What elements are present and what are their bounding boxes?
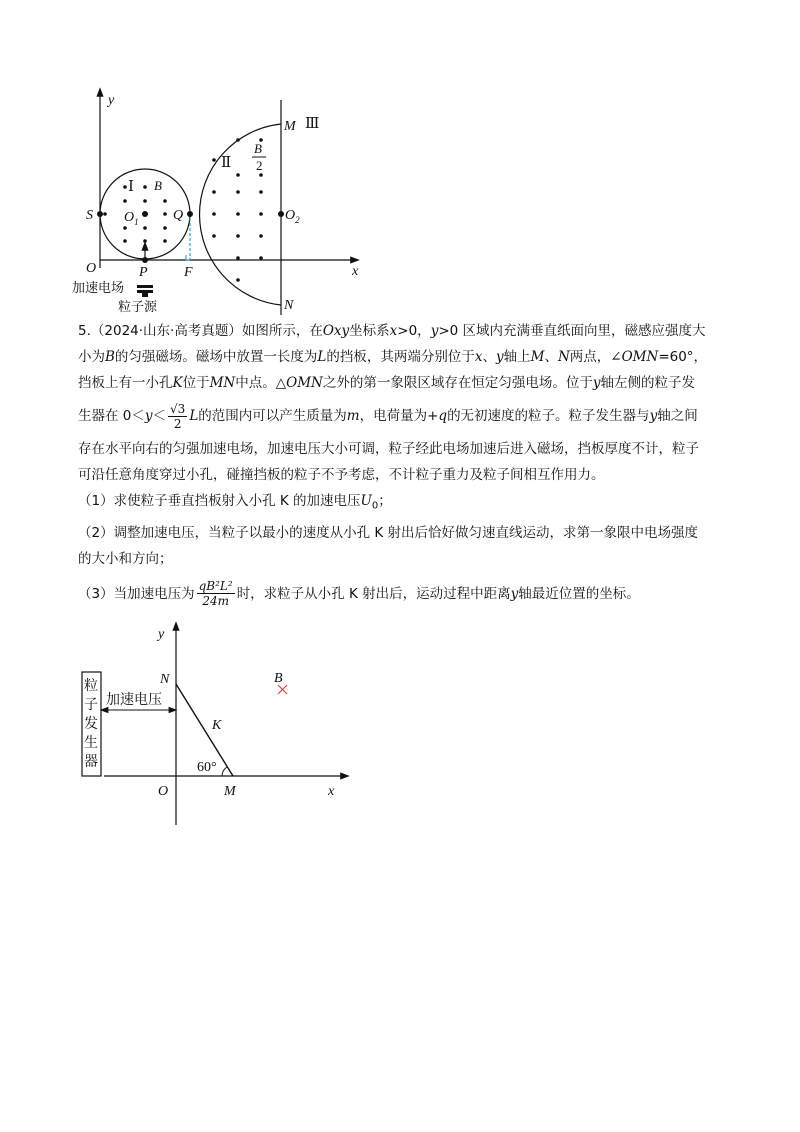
svg-text:器: 器	[84, 754, 98, 770]
particle-source-icon	[137, 285, 153, 297]
fig2-accel-label: 加速电压	[106, 692, 162, 708]
figure-2-baffle-setup	[0, 620, 800, 835]
particle-generator-label	[84, 677, 98, 770]
question-1: （1）求使粒子垂直挡板射入小孔 K 的加速电压$U_0$；	[78, 493, 392, 512]
svg-text:粒: 粒	[84, 678, 98, 694]
problem-line-6: 可沿任意角度穿过小孔，碰撞挡板的粒子不予考虑，不计粒子重力及粒子间相互作用力。	[78, 467, 605, 483]
fig1-point-O2	[278, 211, 284, 217]
fig2-label-M: M	[224, 784, 236, 799]
fig1-label-accel-field: 加速电场	[72, 281, 125, 296]
fig1-label-O2: $O_2$	[285, 208, 300, 225]
problem-line-1: 5.（2024·山东·高考真题）如图所示，在Oxy坐标系x>0，y>0 区域内充满垂直纸面向里，磁感应强度大	[78, 323, 706, 339]
fig1-field-dots-region-1	[103, 185, 167, 243]
fig1-label-O1: $O_1$	[124, 210, 139, 227]
fig1-label-source: 粒子源	[118, 300, 158, 315]
fig1-label-region-3: Ⅲ	[305, 116, 320, 132]
fig1-arc-region-2	[200, 124, 281, 305]
question-2a: （2）调整加速电压，当粒子以最小的速度从小孔 K 射出后恰好做匀速直线运动，求第一象限中电场强度	[78, 524, 699, 541]
fig1-label-Q: Q	[173, 208, 184, 223]
svg-text:子: 子	[84, 697, 98, 713]
svg-text:发: 发	[84, 716, 98, 732]
fig2-x-label: x	[328, 784, 335, 799]
fig1-label-region-1: Ⅰ	[128, 179, 134, 195]
fig1-x-label: x	[352, 264, 359, 279]
fig1-label-N: N	[284, 298, 294, 313]
fraction-sqrt3-over-2: $\frac{√3}{2}$	[170, 401, 186, 431]
problem-line-3: 挡板上有一小孔K位于MN中点。△OMN之外的第一象限区域存在恒定匀强电场。位于y轴左侧的粒子发	[78, 375, 695, 391]
problem-line-5: 存在水平向右的匀强加速电场，加速电压大小可调，粒子经此电场加速后进入磁场，挡板厚度不计，粒子	[78, 441, 699, 457]
fig1-label-field-B-den: 2	[256, 158, 263, 173]
fig1-point-S	[97, 211, 103, 217]
problem-line-2: 小为B的匀强磁场。磁场中放置一长度为L的挡板，其两端分别位于x、y轴上M、N两点，∠OMN=60°，	[78, 349, 708, 365]
fig1-origin-label: O	[86, 261, 97, 276]
fig1-y-label: y	[108, 93, 115, 108]
fig1-point-O1	[142, 211, 148, 217]
fig2-y-label: y	[158, 627, 165, 642]
fig2-label-angle: 60°	[197, 760, 217, 775]
field-into-page-icon	[278, 685, 287, 694]
fig1-label-M: M	[284, 119, 296, 134]
fig1-point-Q	[187, 211, 193, 217]
fig1-label-S: S	[86, 208, 93, 223]
fig2-angle-arc	[222, 767, 227, 776]
fig2-origin-label: O	[158, 784, 169, 799]
fig2-label-B: B	[274, 671, 283, 686]
figure-1-magnetic-regions	[0, 0, 800, 320]
fig1-label-field-B: B	[154, 178, 162, 193]
fig1-label-P: P	[139, 265, 148, 280]
svg-text:生: 生	[84, 735, 98, 751]
problem-line-4: 生器在 0＜y＜ $\frac{√3}{2}$ L的范围内可以产生质量为m，电荷量为+q的无初速度的粒子。粒子发生器与y轴之间	[78, 401, 698, 431]
fig2-label-K: K	[212, 718, 222, 733]
fig2-label-N: N	[160, 672, 170, 687]
question-2b: 的大小和方向；	[78, 550, 173, 567]
fig1-label-field-B-num: B	[254, 141, 262, 156]
problem-5	[78, 318, 738, 616]
question-3: （3）当加速电压为 $\frac{\text{qB²L²}}{24m}$ 时，求粒子从小孔 K 射出后，运动过程中距离y轴最近位置的坐标。	[78, 579, 640, 609]
fraction-accel-voltage: $\frac{\text{qB²L²}}{24m}$	[198, 579, 233, 609]
fig1-label-F: F	[184, 265, 193, 280]
fig1-label-region-2: Ⅱ	[221, 155, 232, 171]
